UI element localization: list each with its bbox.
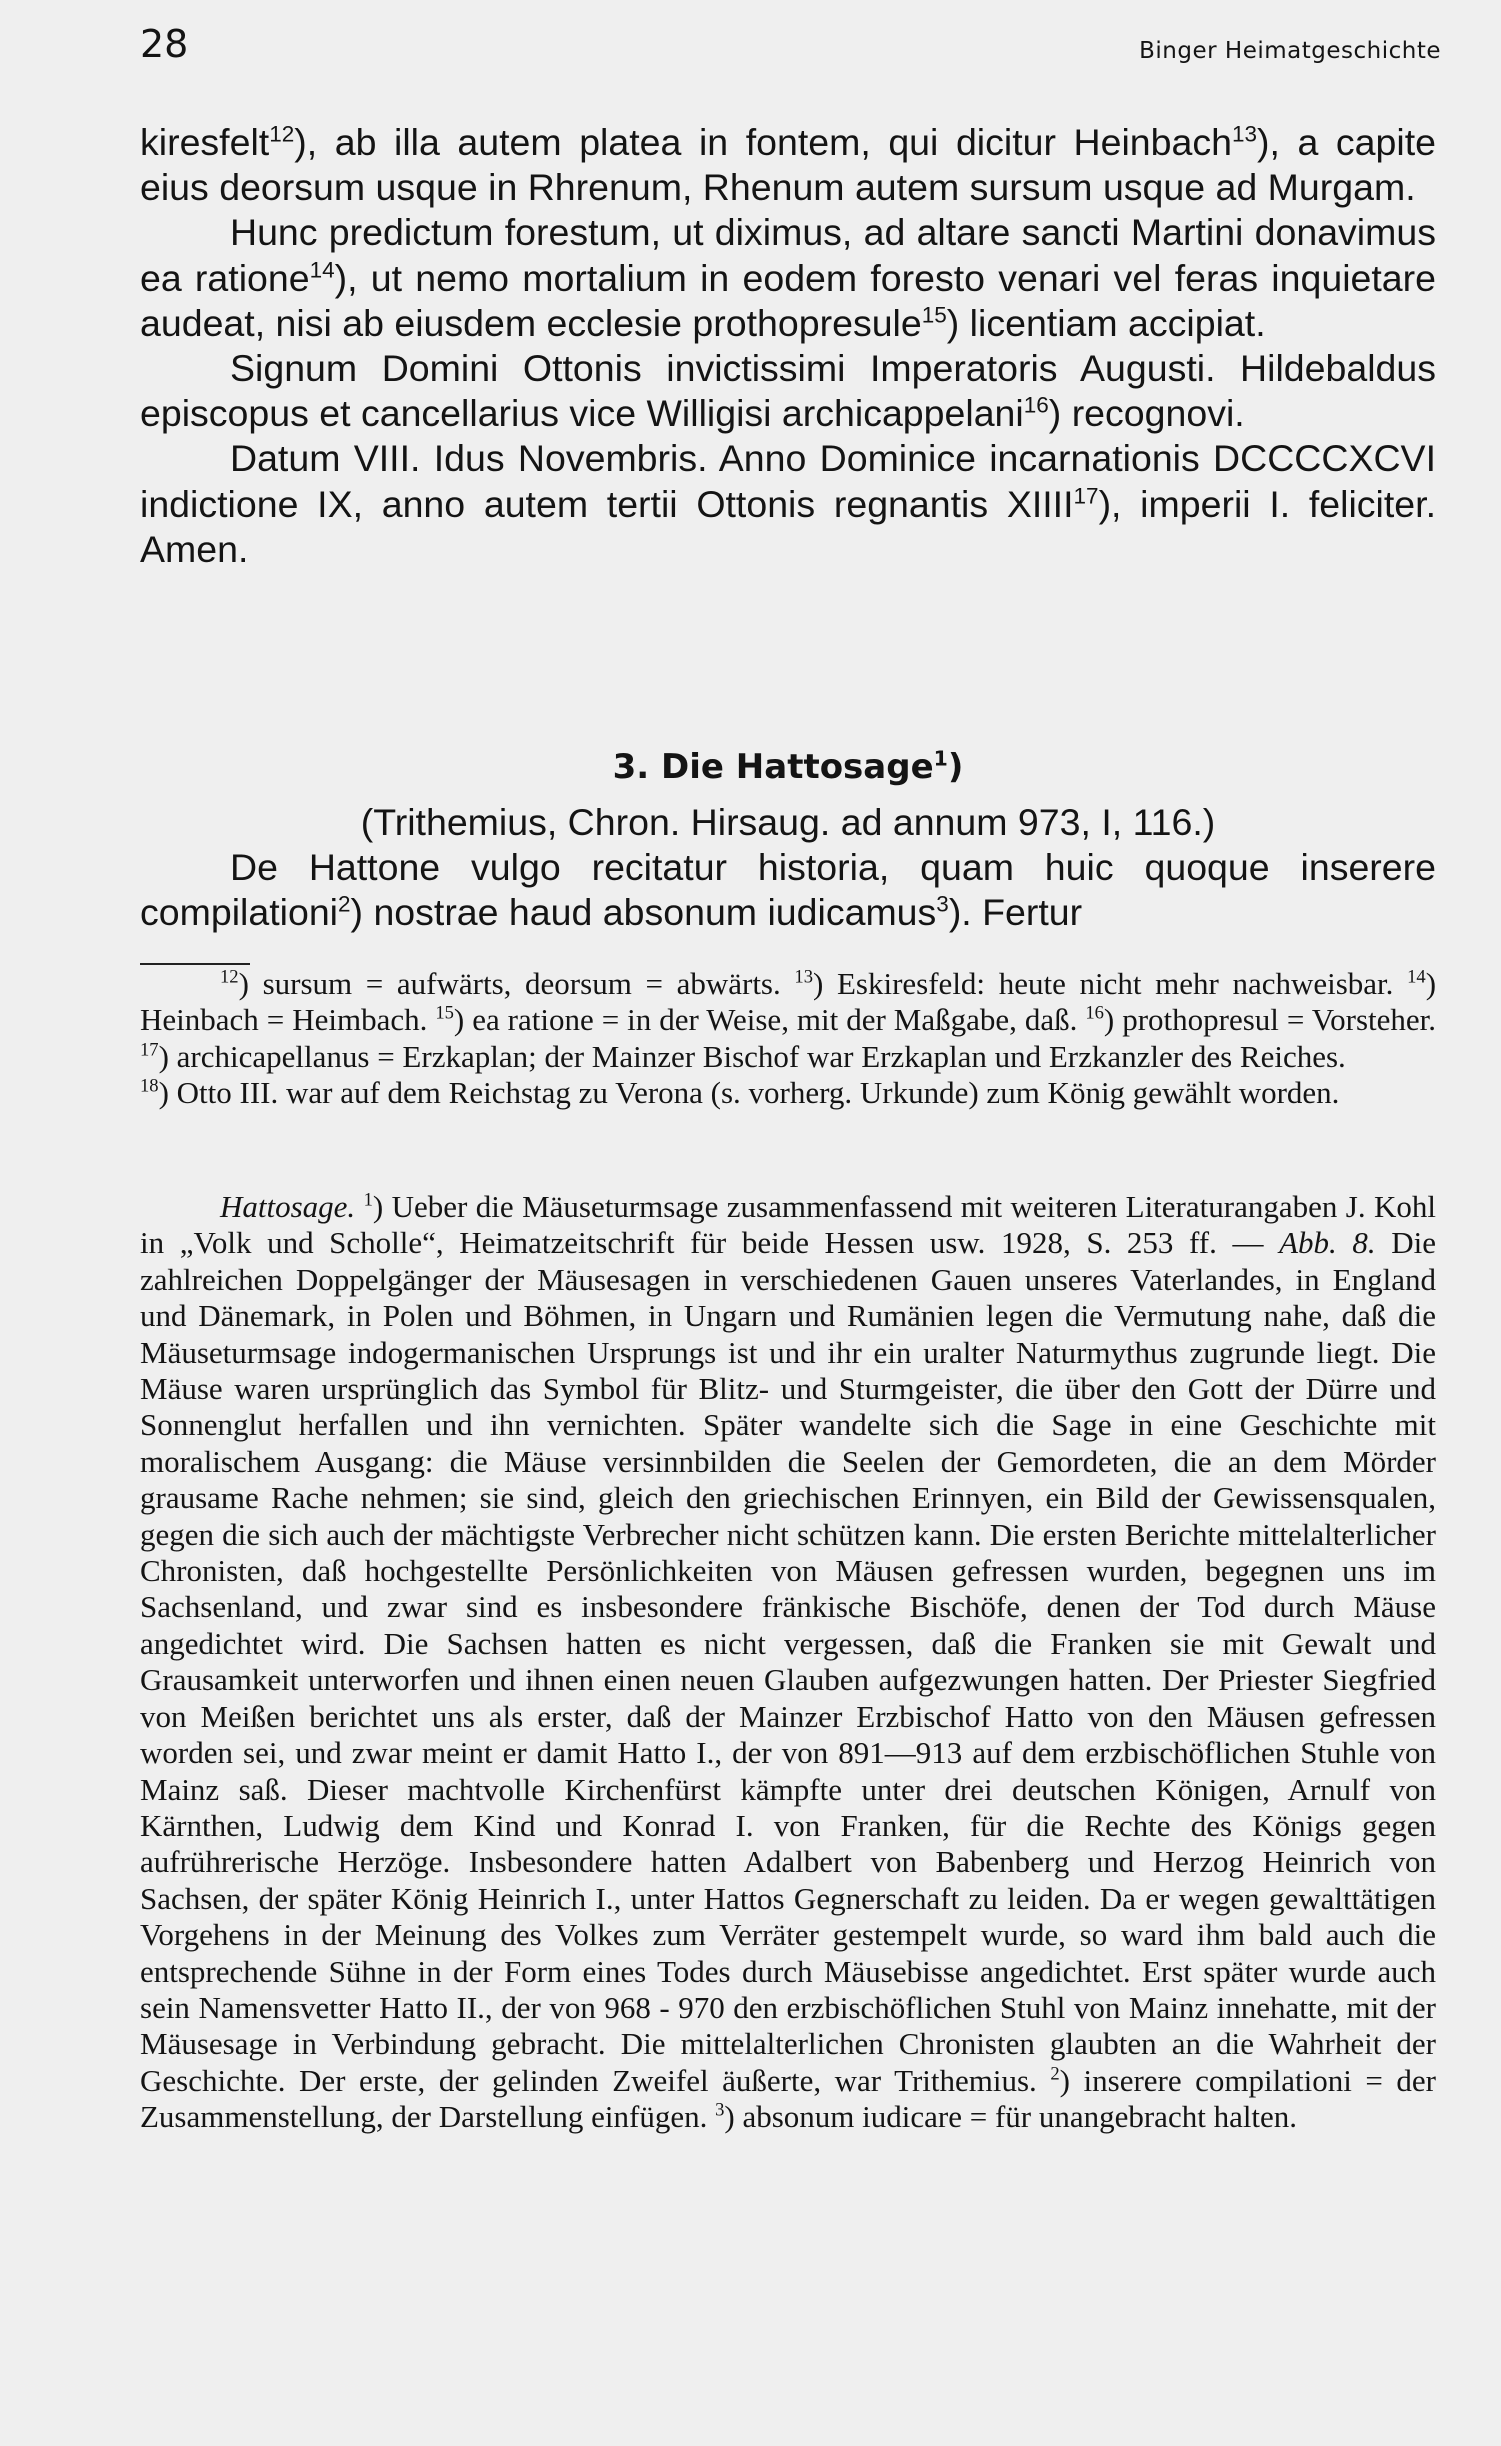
hattosage-note xyxy=(140,1189,1436,2136)
latin-paragraph: Signum Domini Ottonis invictissimi Imperatoris Augusti. Hildebaldus episcopus et cancellarius vice Willigisi archicappelani$^{16}$) recognovi. xyxy=(140,347,1436,435)
page-header xyxy=(140,22,1441,72)
page-number: 28 xyxy=(140,22,189,66)
note-label: Hattosage. xyxy=(220,1189,356,1224)
latin-paragraph: Datum VIII. Idus Novembris. Anno Dominice incarnationis DCCCCXCVI indictione IX, anno autem tertii Ottonis regnantis XIIII$^{17}$), imperii I. feliciter. Amen. xyxy=(140,437,1437,570)
footnote-ref: 16 xyxy=(1023,392,1049,418)
running-head: Binger Heimatgeschichte xyxy=(1139,38,1441,64)
section-body xyxy=(140,800,1436,936)
footnotes xyxy=(140,966,1436,1112)
footnote-ref: 15 xyxy=(921,302,947,328)
source-citation: (Trithemius, Chron. Hirsaug. ad annum 973, I, 116.) xyxy=(360,801,1216,843)
footnote-ref: 14 xyxy=(309,257,335,283)
footnote-ref: 17 xyxy=(1073,483,1099,509)
footnote-ref: 13 xyxy=(1231,121,1258,147)
footnote-ref: 12 xyxy=(269,121,295,147)
section-intro: De Hattone vulgo recitatur historia, quam huic quoque inserere compilationi$^2$) nostrae haud absonum iudicamus$^3$). Fertur xyxy=(140,846,1436,934)
note-paragraph: Hattosage. $^1$) Ueber die Mäuseturmsage zusammenfassend mit weiteren Literaturangaben J. Kohl in „Volk und Scholle“, Heimatzeitschrift für beide Hessen usw. 1928, S. 253 ff. — Abb. 8. Die zahlreichen Doppelgänger der Mäusesagen in verschiedenen Gauen unseres Vaterlandes, in England und Dänemark, in Polen und Böhmen, in Ungarn und Rumänien legen die Vermutung nahe, daß die Mäuseturmsage indogermanischen Ursprungs ist und ihr ein uralter Naturmythus zugrunde liegt. Die Mäuse waren ursprünglich das Symbol für Blitz- und Sturmgeister, die über den Gott der Dürre und Sonnenglut herfallen und ihn vernichten. Später wandelte sich die Sage in eine Geschichte mit moralischem Ausgang: die Mäuse versinnbilden die Seelen der Gemordeten, die an dem Mörder grausame Rache nehmen; sie sind, gleich den griechischen Erinnyen, ein Bild der Gewissensqualen, gegen die sich auch der mächtigste Verbrecher nicht schützen kann. Die ersten Berichte mittelalterlicher Chronisten, daß hochgestellte Persönlichkeiten von Mäusen gefressen wurden, begegnen uns im Sachsenland, und zwar sind es insbesondere fränkische Bischöfe, denen der Tod durch Mäuse angedichtet wird. Die Sachsen hatten es nicht vergessen, daß die Franken sie mit Gewalt und Grausamkeit unterworfen und ihnen einen neuen Glauben aufgezwungen hatten. Der Priester Siegfried von Meißen berichtet uns als erster, daß der Mainzer Erzbischof Hatto von den Mäusen gefressen worden sei, und zwar meint er damit Hatto I., der von 891—913 auf dem erzbischöflichen Stuhle von Mainz saß. Dieser machtvolle Kirchenfürst kämpfte unter drei deutschen Königen, Arnulf von Kärnthen, Ludwig dem Kind und Konrad I. von Franken, für die Rechte des Königs gegen aufrührerische Herzöge. Insbesondere hatten Adalbert von Babenberg und Herzog Heinrich von Sachsen, der später König Heinrich I., unter Hattos Gegnerschaft zu leiden. Da er wegen gewalttätigen Vorgehens in der Meinung des Volkes zum Verräter gestempelt wurde, so ward ihm bald auch die entsprechende Sühne in der Form eines Todes durch Mäusebisse angedichtet. Erst später wurde auch sein Namensvetter Hatto II., der von 968 - 970 den erzbischöflichen Stuhl von Mainz innehatte, mit der Mäusesage in Verbindung gebracht. Die mittelalterlichen Chronisten glaubten an die Wahrheit der Geschichte. Der erste, der gelinden Zweifel äußerte, war Trithemius. $^2$) inserere compilationi = der Zusammenstellung, der Darstellung einfügen. $^3$) absonum iudicare = für unangebracht halten. xyxy=(140,1189,1437,2135)
footnote-block: $^{18}$) Otto III. war auf dem Reichstag zu Verona (s. vorherg. Urkunde) zum König gewählt worden. xyxy=(140,1075,1340,1111)
latin-paragraph: Hunc predictum forestum, ut diximus, ad altare sancti Martini donavimus ea ratione$^{14}$), ut nemo mortalium in eodem foresto venari vel feras inquietare audeat, nisi ab eiusdem ecclesie prothopresule$^{15}$) licentiam accipiat. xyxy=(140,211,1436,344)
footnote-ref: 2 xyxy=(338,891,351,917)
footnote-ref: 3 xyxy=(936,891,949,917)
footnote-divider xyxy=(140,963,250,965)
figure-reference: Abb. 8. xyxy=(1279,1225,1376,1261)
section-heading: 3. Die Hattosage$^1$) xyxy=(612,746,964,787)
latin-paragraph: kiresfelt$^{12}$), ab illa autem platea in fontem, qui dicitur Heinbach$^{13}$), a capite eius deorsum usque in Rhrenum, Rhenum autem sursum usque ad Murgam. xyxy=(140,121,1436,209)
footnote-block: $^{12}$) sursum = aufwärts, deorsum = abwärts. $^{13}$) Eskiresfeld: heute nicht mehr nachweisbar. $^{14}$) Heinbach = Heimbach. $^{15}$) ea ratione = in der Weise, mit der Maßgabe, daß. $^{16}$) prothopresul = Vorsteher. $^{17}$) archicapellanus = Erzkaplan; der Mainzer Bischof war Erzkaplan und Erzkanzler des Reiches. xyxy=(140,966,1437,1074)
latin-charter-text xyxy=(140,120,1436,572)
footnote-ref: 1 xyxy=(933,746,948,771)
